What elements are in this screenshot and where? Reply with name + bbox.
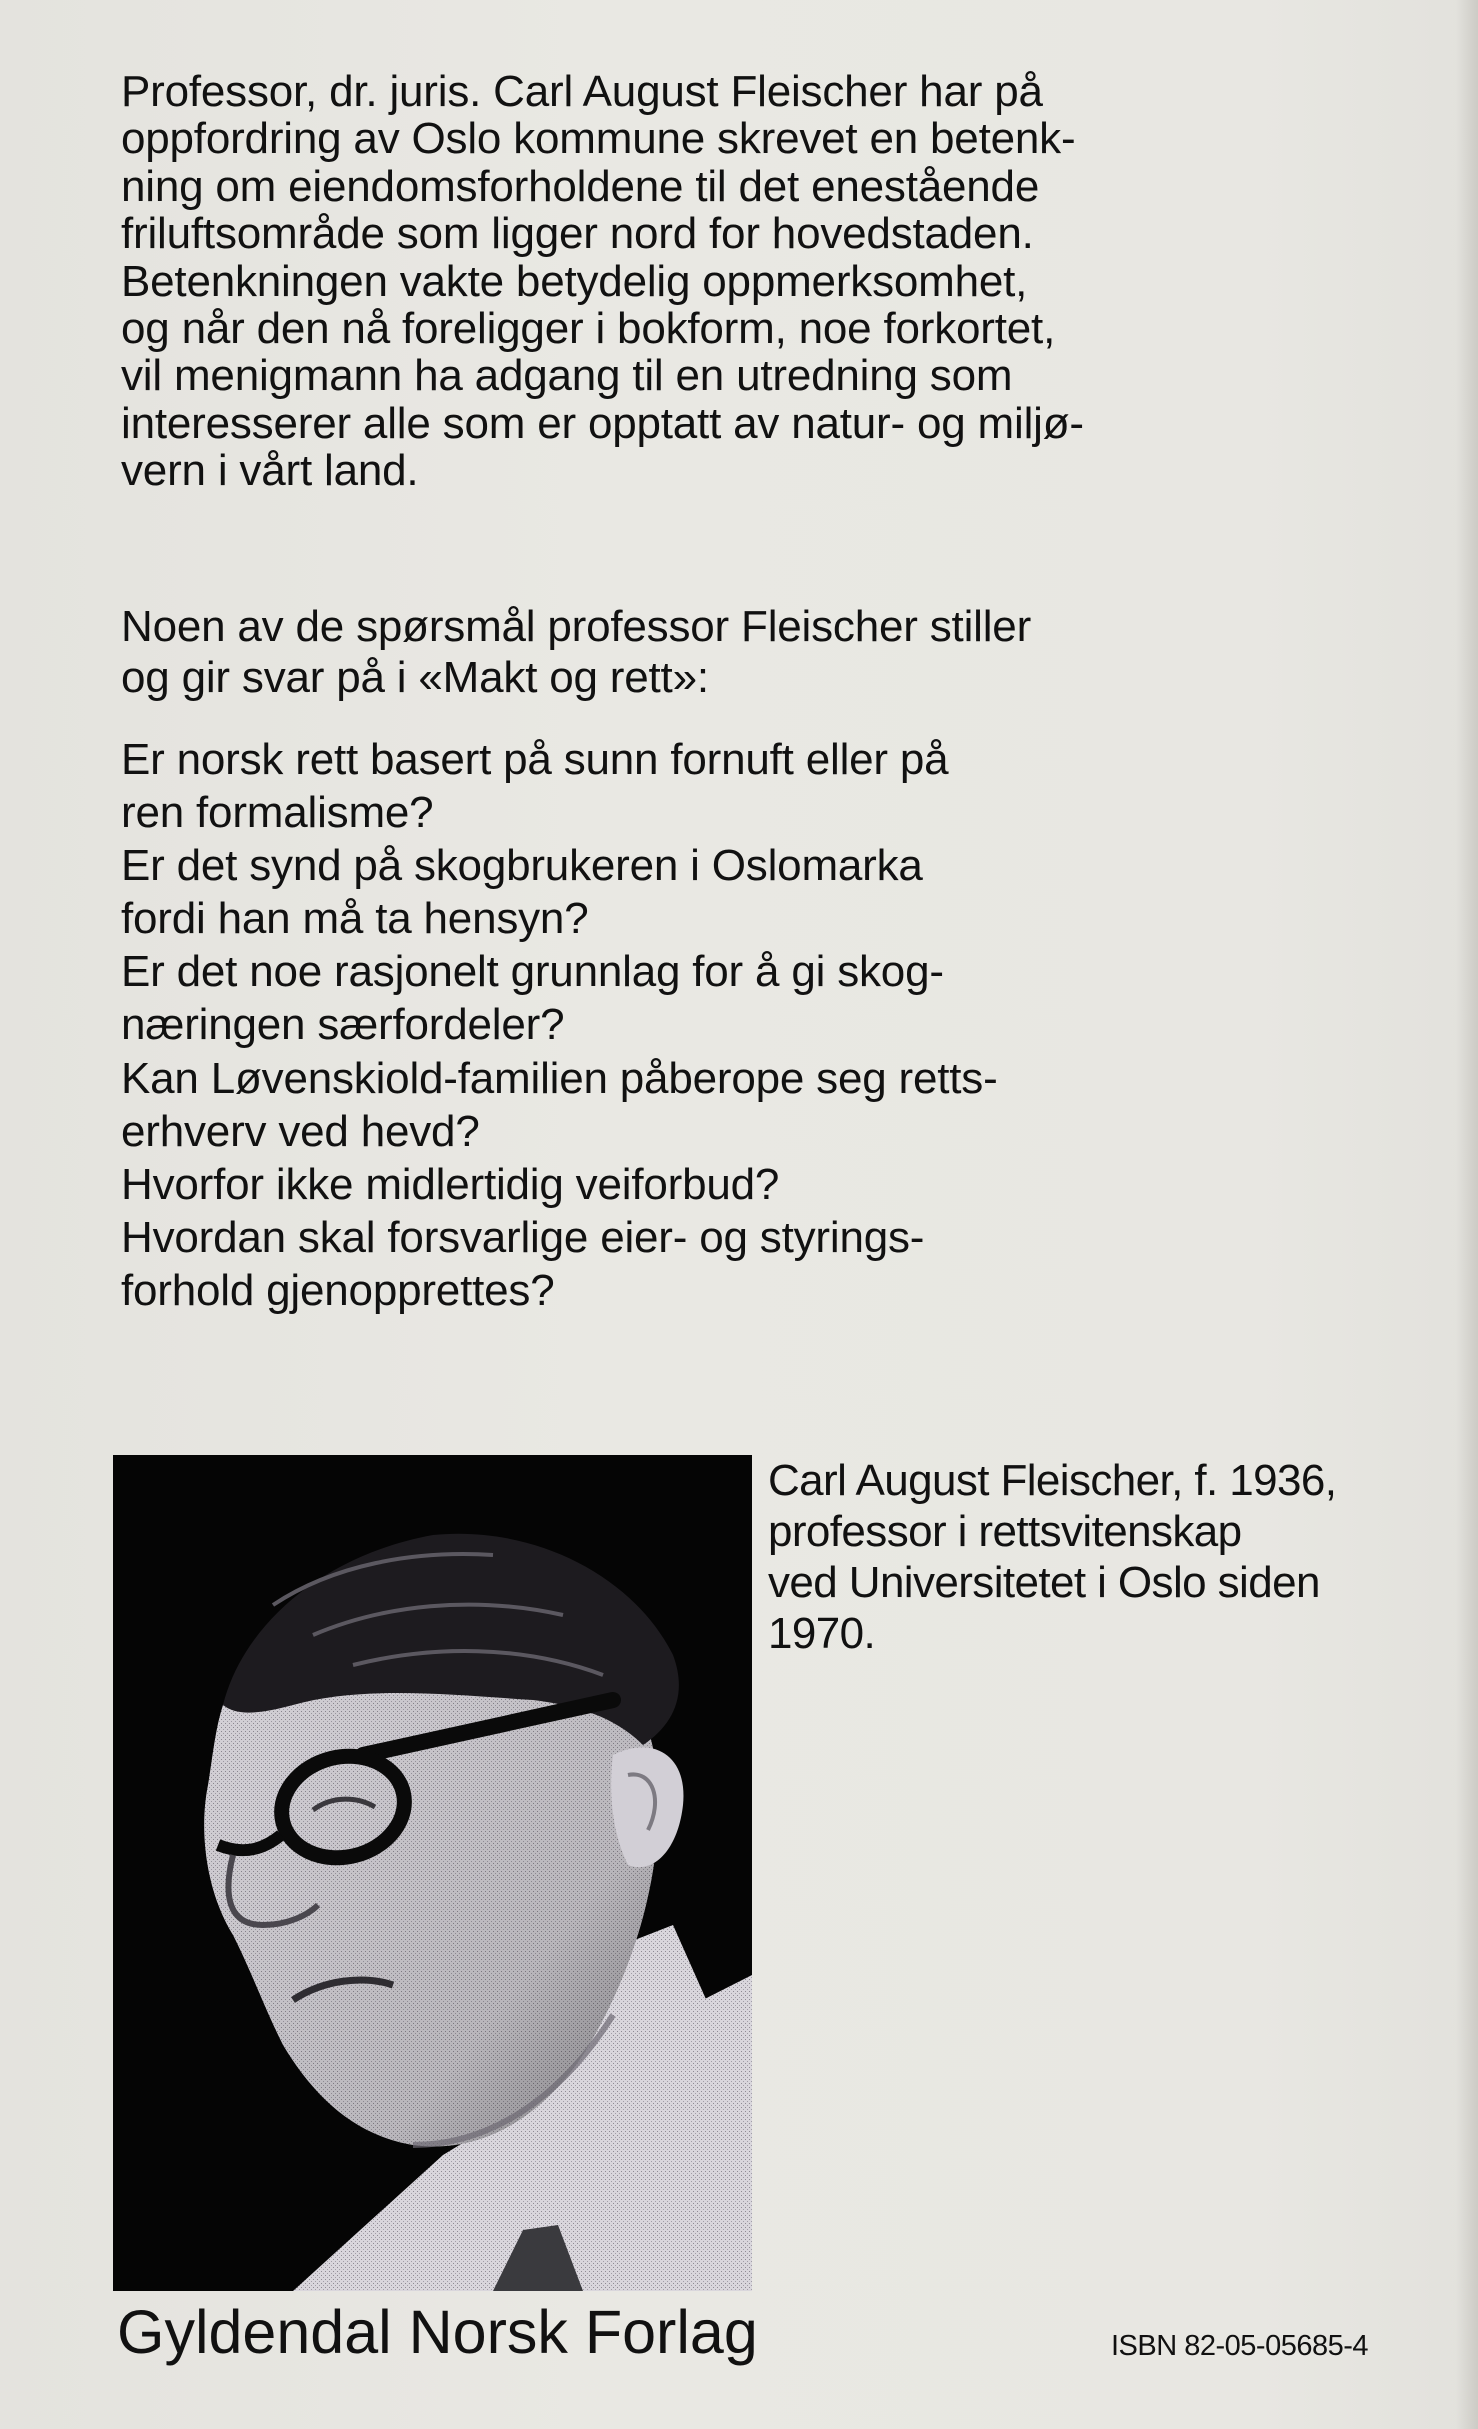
intro-line: oppfordring av Oslo kommune skrevet en betenk- (121, 114, 1076, 164)
intro-line: vil menigmann ha adgang til en utredning som (121, 351, 1013, 401)
author-caption (768, 1455, 1336, 1659)
question-line: ren formalisme? (121, 788, 434, 838)
caption-line: ved Universitetet i Oslo siden (768, 1558, 1320, 1607)
question-line: fordi han må ta hensyn? (121, 894, 589, 944)
intro-line: Professor, dr. juris. Carl August Fleischer har på (121, 67, 1043, 116)
lead-line: Noen av de spørsmål professor Fleischer stiller (121, 602, 1032, 651)
intro-line: vern i vårt land. (121, 446, 419, 496)
intro-line: interesserer alle som er opptatt av natur- og miljø- (121, 398, 1084, 448)
question-line: Kan Løvenskiold-familien påberope seg retts- (121, 1053, 998, 1103)
questions-list (121, 733, 998, 1317)
intro-line: Betenkningen vakte betydelig oppmerksomhet, (121, 256, 1028, 306)
author-portrait-photo (113, 1455, 752, 2291)
caption-line: Carl August Fleischer, f. 1936, (768, 1456, 1337, 1505)
intro-paragraph (121, 68, 1084, 495)
question-line: Er det noe rasjonelt grunnlag for å gi skog- (121, 947, 944, 997)
publisher-name: Gyldendal Norsk Forlag (117, 2298, 758, 2366)
question-line: erhverv ved hevd? (121, 1106, 480, 1156)
caption-line: professor i rettsvitenskap (768, 1507, 1242, 1556)
page-edge-shadow (1456, 0, 1478, 2429)
isbn-number: ISBN 82-05-05685-4 (1111, 2330, 1368, 2362)
question-line: Hvorfor ikke midlertidig veiforbud? (121, 1159, 780, 1209)
intro-line: ning om eiendomsforholdene til det enestående (121, 161, 1040, 211)
lead-line: og gir svar på i «Makt og rett»: (121, 653, 709, 702)
question-line: næringen særfordeler? (121, 1000, 565, 1050)
question-line: Hvordan skal forsvarlige eier- og styrings- (121, 1212, 925, 1262)
question-line: Er norsk rett basert på sunn fornuft eller på (121, 735, 949, 784)
question-line: Er det synd på skogbrukeren i Oslomarka (121, 841, 923, 891)
intro-line: friluftsområde som ligger nord for hovedstaden. (121, 209, 1034, 259)
questions-lead (121, 601, 1031, 703)
question-line: forhold gjenopprettes? (121, 1265, 555, 1315)
portrait-illustration (113, 1455, 752, 2291)
intro-line: og når den nå foreligger i bokform, noe forkortet, (121, 303, 1056, 353)
caption-line: 1970. (768, 1609, 876, 1658)
